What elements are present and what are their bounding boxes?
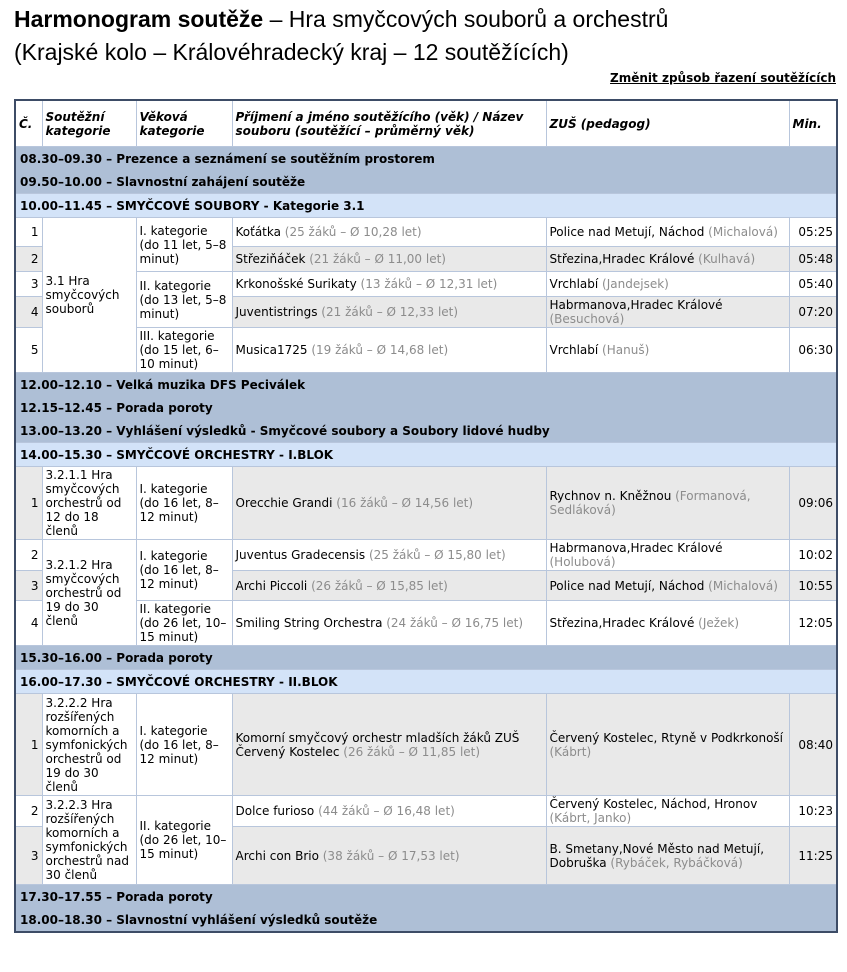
- school-name: Rychnov n. Kněžnou: [549, 489, 672, 503]
- school-cell: [546, 247, 789, 272]
- ensemble-detail: (26 žáků – Ø 11,85 let): [339, 744, 481, 759]
- schedule-break-row: [15, 908, 837, 932]
- ensemble-cell: [232, 297, 546, 328]
- ensemble-detail: (24 žáků – Ø 16,75 let): [382, 616, 523, 630]
- competition-category: 3.2.2.2 Hra rozšířených komorních a symfonických orchestrů od 19 do 30 členů: [42, 694, 136, 796]
- col-header-school: ZUŠ (pedagog): [546, 100, 789, 147]
- ensemble-name: Juventistrings: [235, 305, 318, 319]
- ensemble-cell: [232, 571, 546, 601]
- ensemble-cell: [232, 467, 546, 540]
- table-row: [15, 796, 837, 827]
- row-number: 1: [15, 694, 42, 796]
- schedule-table: [14, 99, 838, 933]
- ensemble-name: Archi con Brio: [235, 848, 319, 863]
- school-cell: [546, 328, 789, 373]
- minutes: 11:25: [789, 827, 837, 885]
- ensemble-name: Dolce furioso: [235, 804, 315, 818]
- block-heading-row: [15, 670, 837, 694]
- col-header-competition-category: Soutěžní kategorie: [42, 100, 136, 147]
- teacher-name: (Michalová): [704, 578, 778, 593]
- page-title-bold: Harmonogram soutěže: [14, 6, 264, 32]
- break-label: 15.30–16.00 – Porada poroty: [15, 646, 837, 670]
- age-category: I. kategorie (do 16 let, 8–12 minut): [136, 467, 232, 540]
- teacher-name: (Kábrt): [549, 744, 592, 759]
- teacher-name: (Holubová): [549, 555, 616, 569]
- ensemble-detail: (25 žáků – Ø 10,28 let): [280, 225, 422, 239]
- teacher-name: (Rybáček, Rybáčková): [606, 855, 743, 870]
- school-cell: [546, 694, 789, 796]
- competition-category: 3.1 Hra smyčcových souborů: [42, 218, 136, 373]
- break-label: 13.00–13.20 – Vyhlášení výsledků - Smyčcové soubory a Soubory lidové hudby: [15, 419, 837, 443]
- school-cell: [546, 601, 789, 646]
- minutes: 10:23: [789, 796, 837, 827]
- teacher-name: (Formanová, Sedláková): [549, 489, 751, 517]
- row-number: 3: [15, 827, 42, 885]
- ensemble-cell: [232, 247, 546, 272]
- row-number: 1: [15, 218, 42, 247]
- row-number: 3: [15, 272, 42, 297]
- ensemble-detail: (21 žáků – Ø 11,00 let): [305, 252, 446, 266]
- table-row: [15, 540, 837, 571]
- schedule-break-row: [15, 170, 837, 194]
- ensemble-name: Střeziňáček: [235, 252, 306, 266]
- table-row: [15, 218, 837, 247]
- break-label: 08.30–09.30 – Prezence a seznámení se soutěžním prostorem: [15, 147, 837, 171]
- break-label: 18.00–18.30 – Slavnostní vyhlášení výsledků soutěže: [15, 908, 837, 932]
- competition-category: 3.2.1.2 Hra smyčcových orchestrů od 19 do 30 členů: [42, 540, 136, 646]
- minutes: 07:20: [789, 297, 837, 328]
- break-label: 12.15–12.45 – Porada poroty: [15, 396, 837, 419]
- block-heading-row: [15, 194, 837, 218]
- minutes: 09:06: [789, 467, 837, 540]
- row-number: 2: [15, 540, 42, 571]
- table-row: [15, 328, 837, 373]
- ensemble-cell: [232, 827, 546, 885]
- school-name: Střezina,Hradec Králové: [549, 616, 695, 630]
- school-name: Červený Kostelec, Náchod, Hronov: [549, 797, 758, 811]
- col-header-minutes: Min.: [789, 100, 837, 147]
- table-row: [15, 601, 837, 646]
- block-heading: 16.00–17.30 – SMYČCOVÉ ORCHESTRY - II.BLOK: [15, 670, 837, 694]
- ensemble-cell: [232, 272, 546, 297]
- ensemble-cell: [232, 796, 546, 827]
- teacher-name: (Jandejsek): [598, 277, 669, 291]
- page-title-rest: – Hra smyčcových souborů a orchestrů: [263, 6, 669, 32]
- block-heading-row: [15, 443, 837, 467]
- ensemble-name: Komorní smyčcový orchestr mladších žáků ZUŠ Červený Kostelec: [235, 730, 520, 759]
- row-number: 4: [15, 601, 42, 646]
- teacher-name: (Michalová): [704, 225, 778, 239]
- teacher-name: (Besuchová): [549, 312, 625, 326]
- schedule-break-row: [15, 419, 837, 443]
- break-label: 17.30–17.55 – Porada poroty: [15, 885, 837, 909]
- ensemble-detail: (13 žáků – Ø 12,31 let): [356, 277, 498, 291]
- col-header-num: Č.: [15, 100, 42, 147]
- col-header-age-category: Věková kategorie: [136, 100, 232, 147]
- block-heading: 10.00–11.45 – SMYČCOVÉ SOUBORY - Kategorie 3.1: [15, 194, 837, 218]
- age-category: II. kategorie (do 26 let, 10–15 minut): [136, 601, 232, 646]
- minutes: 10:02: [789, 540, 837, 571]
- teacher-name: (Kulhavá): [694, 252, 756, 266]
- age-category: III. kategorie (do 15 let, 6–10 minut): [136, 328, 232, 373]
- minutes: 06:30: [789, 328, 837, 373]
- school-cell: [546, 297, 789, 328]
- school-cell: [546, 540, 789, 571]
- col-header-name: Příjmení a jméno soutěžícího (věk) / Název souboru (soutěžící – průměrný věk): [232, 100, 546, 147]
- schedule-break-row: [15, 147, 837, 171]
- school-name: Střezina,Hradec Králové: [549, 252, 695, 266]
- page-title: [14, 3, 668, 36]
- table-row: [15, 272, 837, 297]
- school-name: Habrmanova,Hradec Králové: [549, 298, 723, 312]
- ensemble-name: Smiling String Orchestra: [235, 616, 383, 630]
- row-number: 1: [15, 467, 42, 540]
- school-name: Červený Kostelec, Rtyně v Podkrkonoší: [549, 730, 784, 745]
- ensemble-name: Archi Piccoli: [235, 578, 308, 593]
- school-cell: [546, 571, 789, 601]
- school-name: Police nad Metují, Náchod: [549, 225, 705, 239]
- change-sort-link[interactable]: Změnit způsob řazení soutěžících: [610, 71, 836, 85]
- ensemble-name: Musica1725: [235, 343, 308, 357]
- minutes: 12:05: [789, 601, 837, 646]
- age-category: I. kategorie (do 11 let, 5–8 minut): [136, 218, 232, 272]
- ensemble-cell: [232, 694, 546, 796]
- teacher-name: (Ježek): [694, 616, 740, 630]
- school-cell: [546, 827, 789, 885]
- ensemble-name: Krkonošské Surikaty: [235, 277, 357, 291]
- school-cell: [546, 796, 789, 827]
- ensemble-detail: (21 žáků – Ø 12,33 let): [317, 305, 459, 319]
- teacher-name: (Hanuš): [598, 343, 650, 357]
- break-label: 12.00–12.10 – Velká muzika DFS Peciválek: [15, 373, 837, 397]
- page-subtitle: (Krajské kolo – Královéhradecký kraj – 12 soutěžících): [14, 39, 569, 65]
- break-label: 09.50–10.00 – Slavnostní zahájení soutěže: [15, 170, 837, 194]
- table-row: [15, 467, 837, 540]
- row-number: 2: [15, 247, 42, 272]
- ensemble-name: Orecchie Grandi: [235, 496, 333, 510]
- block-heading: 14.00–15.30 – SMYČCOVÉ ORCHESTRY - I.BLOK: [15, 443, 837, 467]
- ensemble-detail: (16 žáků – Ø 14,56 let): [332, 496, 474, 510]
- age-category: I. kategorie (do 16 let, 8–12 minut): [136, 694, 232, 796]
- minutes: 10:55: [789, 571, 837, 601]
- competition-category: 3.2.1.1 Hra smyčcových orchestrů od 12 do 18 členů: [42, 467, 136, 540]
- minutes: 05:48: [789, 247, 837, 272]
- school-name: Police nad Metují, Náchod: [549, 578, 705, 593]
- age-category: II. kategorie (do 26 let, 10–15 minut): [136, 796, 232, 885]
- age-category: II. kategorie (do 13 let, 5–8 minut): [136, 272, 232, 328]
- schedule-break-row: [15, 646, 837, 670]
- row-number: 5: [15, 328, 42, 373]
- ensemble-name: Koťátka: [235, 225, 281, 239]
- ensemble-detail: (26 žáků – Ø 15,85 let): [307, 578, 448, 593]
- ensemble-cell: [232, 601, 546, 646]
- row-number: 2: [15, 796, 42, 827]
- school-cell: [546, 467, 789, 540]
- schedule-break-row: [15, 396, 837, 419]
- row-number: 3: [15, 571, 42, 601]
- school-cell: [546, 272, 789, 297]
- school-name: B. Smetany,Nové Město nad Metují, Dobruška: [549, 841, 765, 870]
- ensemble-detail: (19 žáků – Ø 14,68 let): [307, 343, 449, 357]
- school-cell: [546, 218, 789, 247]
- schedule-break-row: [15, 373, 837, 397]
- minutes: 05:40: [789, 272, 837, 297]
- table-header-row: [15, 100, 837, 147]
- ensemble-detail: (25 žáků – Ø 15,80 let): [365, 548, 506, 562]
- row-number: 4: [15, 297, 42, 328]
- table-row: [15, 694, 837, 796]
- minutes: 08:40: [789, 694, 837, 796]
- ensemble-detail: (38 žáků – Ø 17,53 let): [318, 848, 460, 863]
- ensemble-detail: (44 žáků – Ø 16,48 let): [314, 804, 455, 818]
- ensemble-cell: [232, 218, 546, 247]
- age-category: I. kategorie (do 16 let, 8–12 minut): [136, 540, 232, 601]
- ensemble-name: Juventus Gradecensis: [235, 548, 366, 562]
- competition-category: 3.2.2.3 Hra rozšířených komorních a symfonických orchestrů nad 30 členů: [42, 796, 136, 885]
- ensemble-cell: [232, 328, 546, 373]
- minutes: 05:25: [789, 218, 837, 247]
- school-name: Vrchlabí: [549, 343, 599, 357]
- school-name: Vrchlabí: [549, 277, 599, 291]
- schedule-break-row: [15, 885, 837, 909]
- ensemble-cell: [232, 540, 546, 571]
- school-name: Habrmanova,Hradec Králové: [549, 541, 723, 555]
- teacher-name: (Kábrt, Janko): [549, 811, 632, 825]
